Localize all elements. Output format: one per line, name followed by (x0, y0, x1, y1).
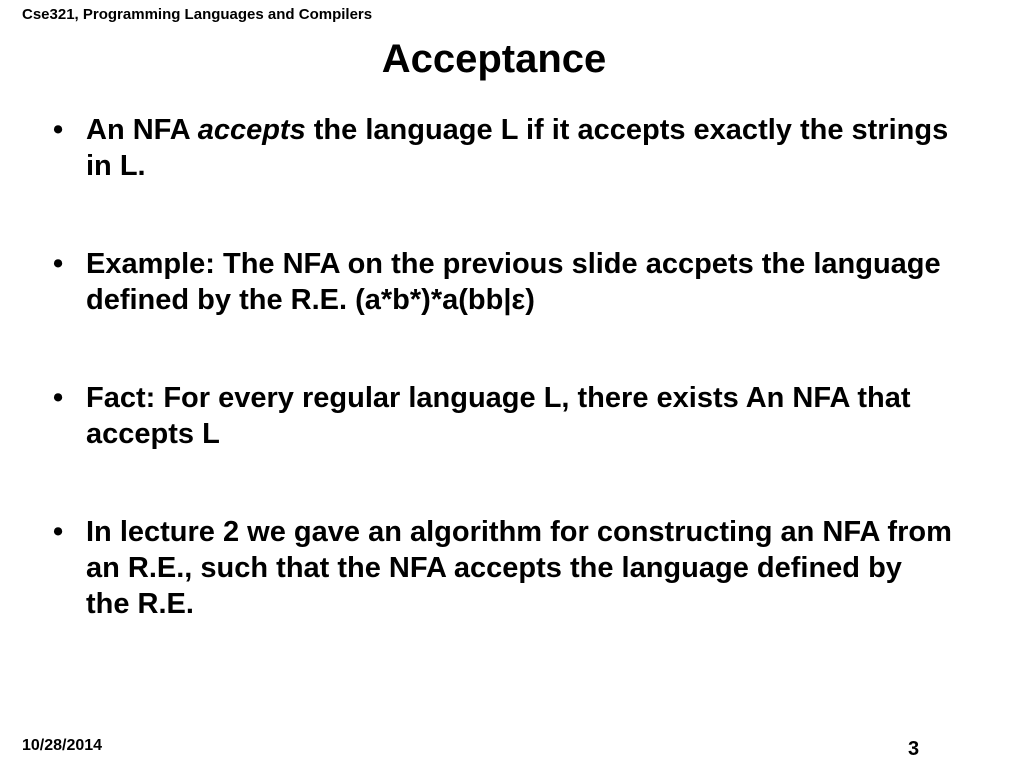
slide-title: Acceptance (381, 37, 607, 81)
bullet-item (53, 380, 953, 452)
page-number: 3 (908, 738, 920, 760)
bullet-marker: • (53, 248, 64, 280)
bullet-text: Fact: For every regular language L, there exists An NFA that accepts L (86, 382, 911, 450)
bullet-item (53, 112, 953, 184)
bullet-marker: • (53, 114, 64, 146)
bullet-item (53, 514, 953, 622)
course-header: Cse321, Programming Languages and Compilers (22, 6, 373, 23)
bullet-text-part: the language L if it accepts exactly the strings in L. (86, 114, 949, 182)
bullet-text-part: An NFA (86, 114, 198, 146)
bullet-text: Example: The NFA on the previous slide accpets the language defined by the R.E. (a*b*)*a(bb|ε) (86, 248, 941, 316)
bullet-marker: • (53, 382, 64, 414)
bullet-list (53, 112, 953, 684)
bullet-emphasis: accepts (197, 114, 306, 146)
bullet-item (53, 246, 953, 318)
bullet-marker: • (53, 516, 64, 548)
bullet-text: In lecture 2 we gave an algorithm for constructing an NFA from an R.E., such that the NFA accepts the language defined by the R.E. (86, 516, 952, 620)
bullet-text (86, 112, 953, 184)
footer-date: 10/28/2014 (22, 737, 103, 754)
